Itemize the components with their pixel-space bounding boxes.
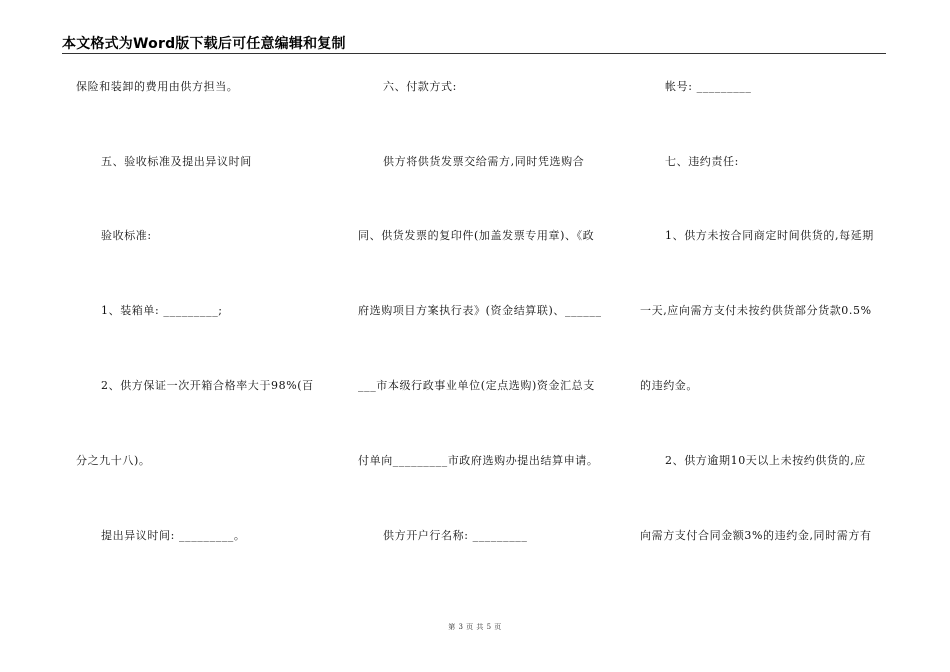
col1-line-6: 分之九十八)。 xyxy=(76,454,151,467)
col1-line-7: 提出异议时间: _________。 xyxy=(101,529,246,542)
col1-line-3: 验收标准: xyxy=(101,229,152,242)
col2-line-4: 府选购项目方案执行表》(资金结算联)、______ xyxy=(358,304,602,317)
col3-line-6: 2、供方逾期10天以上未按约供货的,应 xyxy=(665,454,866,467)
col2-line-3: 同、供货发票的复印件(加盖发票专用章)、《政 xyxy=(358,229,595,242)
page-number: 第 3 页 共 5 页 xyxy=(448,623,502,631)
col2-line-2: 供方将供货发票交给需方,同时凭选购合 xyxy=(383,155,585,168)
col1-line-5: 2、供方保证一次开箱合格率大于98%(百 xyxy=(101,379,314,392)
col3-line-3: 1、供方未按合同商定时间供货的,每延期 xyxy=(665,229,874,242)
document-header-title: 本文格式为Word版下载后可任意编辑和复制 xyxy=(62,36,346,52)
col2-line-6: 付单向_________市政府选购办提出结算申请。 xyxy=(358,454,599,467)
col3-line-7: 向需方支付合同金额3%的违约金,同时需方有 xyxy=(640,529,872,542)
col2-line-1: 六、付款方式: xyxy=(383,80,457,93)
col2-line-7: 供方开户行名称: _________ xyxy=(383,529,528,542)
col3-line-4: 一天,应向需方支付未按约供货部分货款0.5% xyxy=(640,304,872,317)
col1-line-2: 五、验收标准及提出异议时间 xyxy=(101,155,252,168)
col2-line-5: ___市本级行政事业单位(定点选购)资金汇总支 xyxy=(358,379,595,392)
col3-line-2: 七、违约责任: xyxy=(665,155,739,168)
col3-line-5: 的违约金。 xyxy=(640,379,698,392)
col1-line-4: 1、装箱单: _________; xyxy=(101,304,223,317)
col3-line-1: 帐号: _________ xyxy=(665,80,752,93)
header-divider xyxy=(62,53,886,54)
col1-line-1: 保险和装卸的费用由供方担当。 xyxy=(76,80,239,93)
